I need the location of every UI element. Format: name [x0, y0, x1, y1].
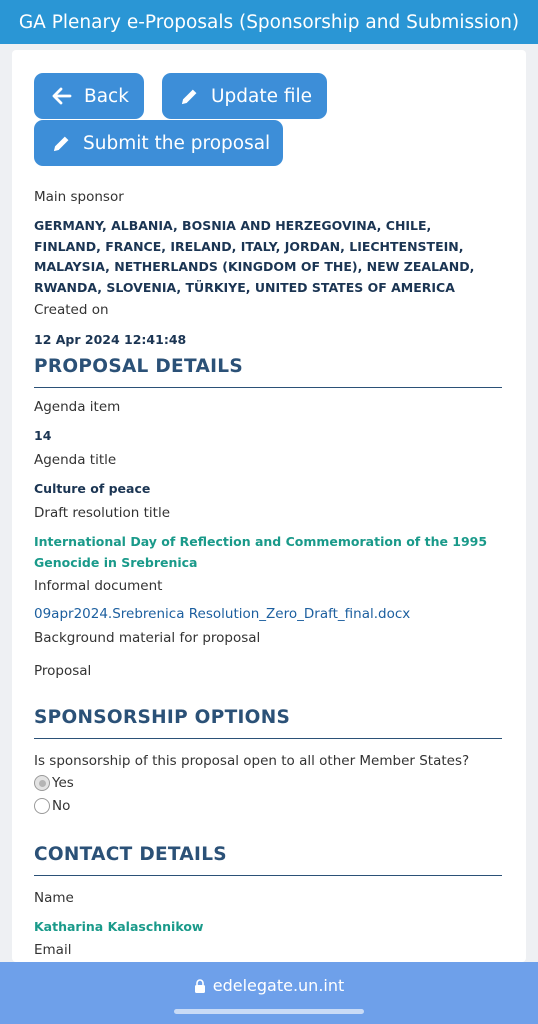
- arrow-left-icon: [52, 87, 72, 105]
- informal-document-link[interactable]: 09apr2024.Srebrenica Resolution_Zero_Draft_final.docx: [34, 606, 411, 622]
- contact-name-value: Katharina Kalaschnikow: [34, 919, 204, 934]
- pencil-icon: [180, 87, 199, 106]
- agenda-title-value: Culture of peace: [34, 481, 151, 496]
- sponsorship-question: Is sponsorship of this proposal open to all other Member States?: [34, 753, 470, 769]
- agenda-title-label: Agenda title: [34, 452, 117, 468]
- contact-name-label: Name: [34, 890, 74, 906]
- home-indicator[interactable]: [174, 1009, 364, 1014]
- page-title: GA Plenary e-Proposals (Sponsorship and Submission): [18, 11, 520, 33]
- app-header: [0, 0, 538, 44]
- radio-yes-label: Yes: [52, 775, 74, 791]
- url-text: edelegate.un.int: [212, 976, 345, 995]
- radio-no[interactable]: [34, 798, 70, 814]
- back-label: Back: [84, 85, 129, 107]
- created-on-value: 12 Apr 2024 12:41:48: [34, 332, 187, 347]
- back-button[interactable]: [34, 73, 144, 119]
- section-heading-proposal-details: PROPOSAL DETAILS: [34, 356, 502, 388]
- lock-icon: [194, 979, 206, 993]
- proposal-card: [12, 50, 526, 962]
- informal-document-label: Informal document: [34, 578, 163, 594]
- pencil-icon: [52, 134, 71, 153]
- agenda-item-value: 14: [34, 428, 52, 443]
- proposal-label: Proposal: [34, 663, 92, 679]
- section-heading-sponsorship-options: SPONSORSHIP OPTIONS: [34, 707, 502, 739]
- address-field[interactable]: [0, 976, 538, 995]
- submit-proposal-button[interactable]: [34, 120, 283, 166]
- agenda-item-label: Agenda item: [34, 399, 121, 415]
- created-on-label: Created on: [34, 302, 109, 318]
- contact-email-label: Email: [34, 942, 72, 958]
- section-heading-contact-details: CONTACT DETAILS: [34, 844, 502, 876]
- radio-unselected-icon[interactable]: [34, 798, 50, 814]
- main-sponsor-label: Main sponsor: [34, 189, 124, 205]
- update-file-button[interactable]: [162, 73, 327, 119]
- browser-address-bar[interactable]: [0, 962, 538, 1024]
- draft-title-value: International Day of Reflection and Commemoration of the 1995 Genocide in Srebrenica: [34, 534, 488, 570]
- background-material-label: Background material for proposal: [34, 630, 261, 646]
- submit-proposal-label: Submit the proposal: [83, 132, 271, 154]
- radio-selected-icon[interactable]: [34, 775, 50, 791]
- radio-no-label: No: [52, 798, 71, 814]
- update-file-label: Update file: [211, 85, 313, 107]
- radio-yes[interactable]: [34, 775, 74, 791]
- draft-title-label: Draft resolution title: [34, 505, 171, 521]
- main-sponsor-value: GERMANY, ALBANIA, BOSNIA AND HERZEGOVINA, CHILE, FINLAND, FRANCE, IRELAND, ITALY, JORDAN, LIECHTENSTEIN, MALAYSIA, NETHERLANDS (KINGDOM OF THE), NEW ZEALAND, RWANDA, SLOVENIA, TÜRKIYE, UNITED STATES OF AMERICA: [34, 218, 475, 295]
